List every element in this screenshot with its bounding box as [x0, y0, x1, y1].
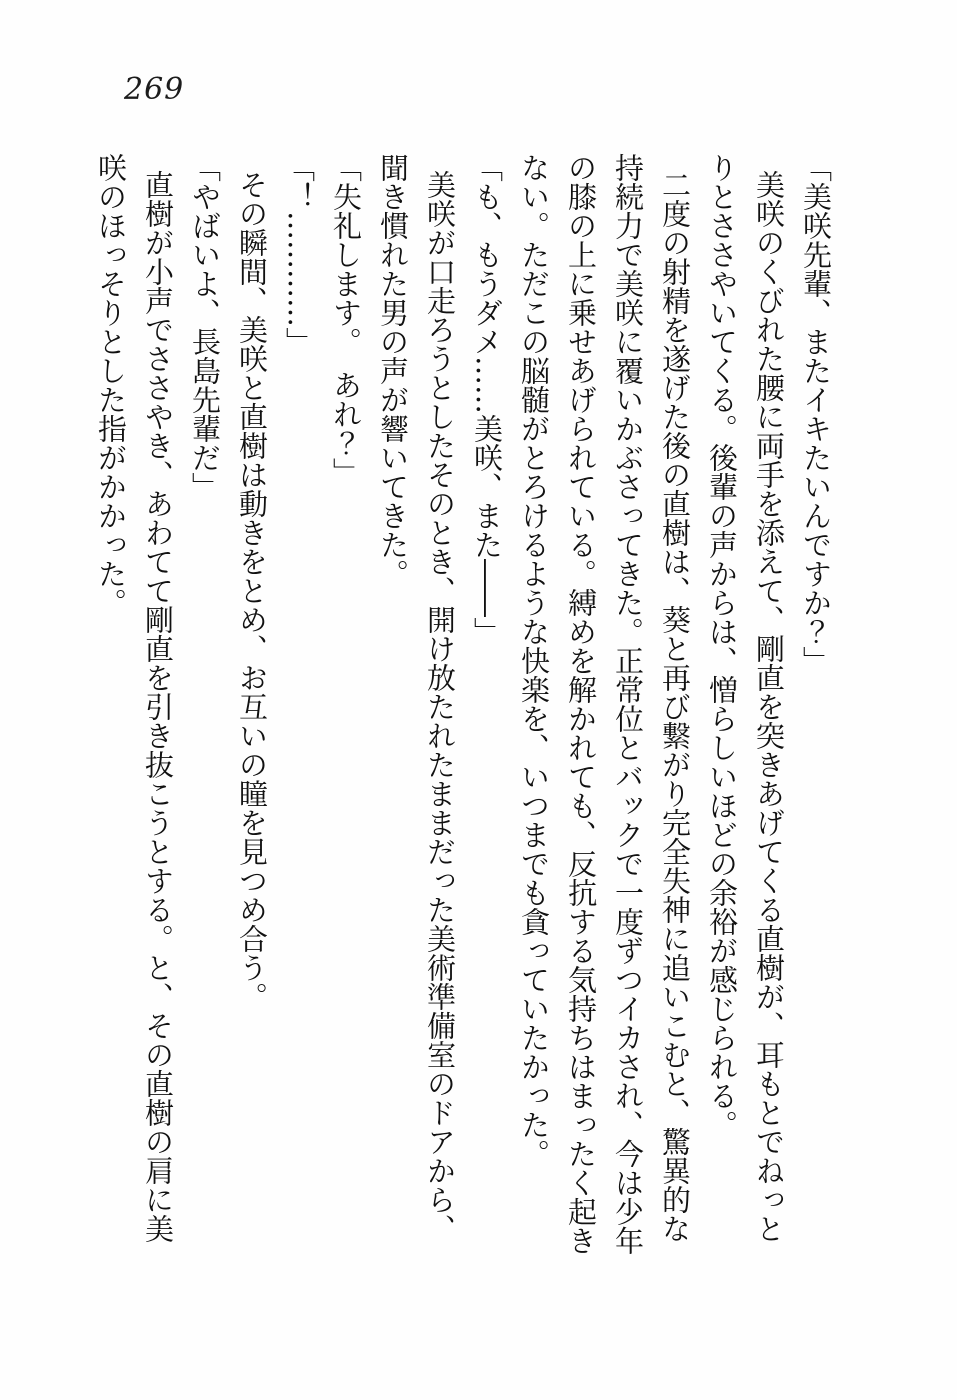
text-line: 美咲が口走ろうとしたそのとき、開け放たれたままだった美術準備室のドアから、 [423, 170, 457, 1244]
text-line: 「美咲先輩、またイキたいんですか？」 [799, 153, 833, 675]
text-line: の膝の上に乗せあげられている。縛めを解かれても、反抗する気持ちはまったく起き [564, 153, 598, 1255]
text-line: 美咲のくびれた腰に両手を添えて、剛直を突きあげてくる直樹が、耳もとでねっと [752, 170, 786, 1244]
text-line: 聞き慣れた男の声が響いてきた。 [376, 153, 410, 588]
text-line: 持続力で美咲に覆いかぶさってきた。正常位とバックで一度ずつイカされ、今は少年 [611, 153, 645, 1255]
text-line: ない。ただこの脳髄がとろけるような快楽を、いつまでも貪っていたかった。 [517, 153, 551, 1168]
text-line: 「も、もうダメ……美咲、また――」 [470, 153, 504, 646]
text-line: 「失礼します。 あれ？」 [329, 153, 363, 487]
text-line: 「！…………」 [282, 153, 316, 356]
text-line: りとささやいてくる。後輩の声からは、憎らしいほどの余裕が感じられる。 [705, 153, 739, 1139]
text-line: 二度の射精を遂げた後の直樹は、葵と再び繋がり完全失神に追いこむと、驚異的な [658, 170, 692, 1244]
text-line: 「やばいよ、長島先輩だ」 [188, 153, 222, 501]
text-line: 直樹が小声でささやき、あわてて剛直を引き抜こうとする。と、その直樹の肩に美 [141, 170, 175, 1244]
text-line: 咲のほっそりとした指がかかった。 [94, 153, 128, 617]
text-line: その瞬間、美咲と直樹は動きをとめ、お互いの瞳を見つめ合う。 [235, 170, 269, 1012]
vertical-text-block [87, 153, 839, 1255]
page-number: 269 [124, 72, 185, 107]
